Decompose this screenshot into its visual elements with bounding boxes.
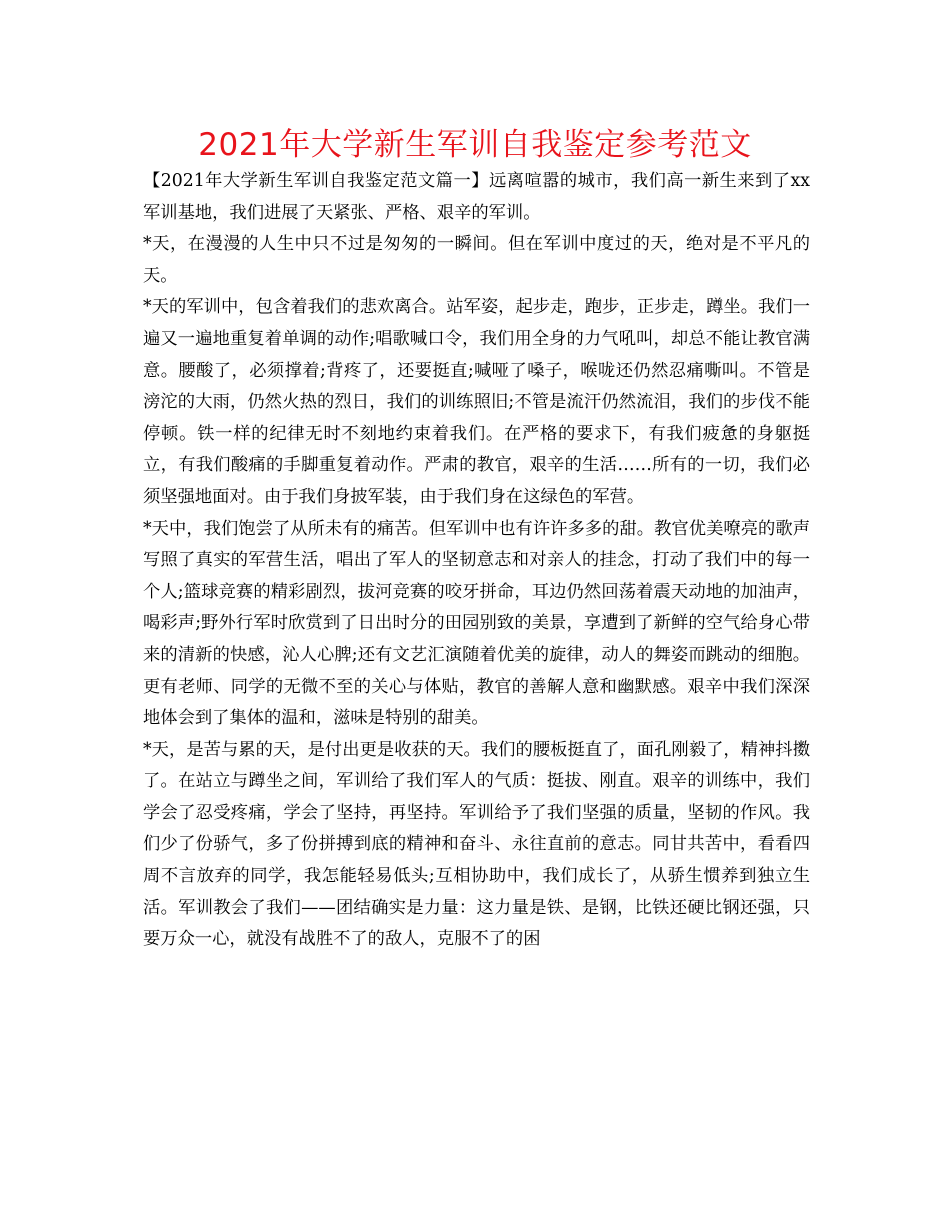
paragraph-hardship: *天的军训中，包含着我们的悲欢离合。站军姿，起步走，跑步，正步走，蹲坐。我们一遍又一遍地重复着单调的动作;唱歌喊口令，我们用全身的力气吼叫，却总不能让教官满意。腰酸了，必须撑着;背疼了，还要挺直;喊哑了嗓子，喉咙还仍然忍痛嘶叫。不管是滂沱的大雨，仍然火热的烈日，我们的训练照旧;不管是流汗仍然流泪，我们的步伐不能停顿。铁一样的纪律无时不刻地约束着我们。在严格的要求下，有我们疲惫的身躯挺立，有我们酸痛的手脚重复着动作。严肃的教官，艰辛的生活……所有的一切，我们必须坚强地面对。由于我们身披军装，由于我们身在这绿色的军营。 bbox=[143, 297, 810, 507]
paragraph-intro: 【2021年大学新生军训自我鉴定范文篇一】远离喧嚣的城市，我们高一新生来到了xx军训基地，我们进展了天紧张、严格、艰辛的军训。 bbox=[143, 171, 810, 223]
document-title: 2021年大学新生军训自我鉴定参考范文 bbox=[198, 127, 752, 163]
paragraph-moment: *天，在漫漫的人生中只不过是匆匆的一瞬间。但在军训中度过的天，绝对是不平凡的天。 bbox=[143, 234, 810, 286]
paragraph-growth: *天，是苦与累的天，是付出更是收获的天。我们的腰板挺直了，面孔刚毅了，精神抖擞了。在站立与蹲坐之间，军训给了我们军人的气质：挺拔、刚直。艰辛的训练中，我们学会了忍受疼痛，学会了坚持，再坚持。军训给予了我们坚强的质量，坚韧的作风。我们少了份骄气，多了份拼搏到底的精神和奋斗、永往直前的意志。同甘共苦中，看看四周不言放弃的同学，我怎能轻易低头;互相协助中，我们成长了，从骄生惯养到独立生活。军训教会了我们——团结确实是力量：这力量是铁、是钢，比铁还硬比钢还强，只要万众一心，就没有战胜不了的敌人，克服不了的困 bbox=[143, 739, 810, 950]
paragraph-sweetness: *天中，我们饱尝了从所未有的痛苦。但军训中也有许许多多的甜。教官优美嘹亮的歌声写照了真实的军营生活，唱出了军人的坚韧意志和对亲人的挂念，打动了我们中的每一个人;篮球竞赛的精彩剧烈，拔河竞赛的咬牙拼命，耳边仍然回荡着震天动地的加油声，喝彩声;野外行军时欣赏到了日出时分的田园别致的美景，享遭到了新鲜的空气给身心带来的清新的快感，沁人心脾;还有文艺汇演随着优美的旋律，动人的舞姿而跳动的细胞。更有老师、同学的无微不至的关心与体贴，教官的善解人意和幽默感。艰辛中我们深深地体会到了集体的温和，滋味是特别的甜美。 bbox=[143, 518, 810, 729]
document-body bbox=[143, 166, 810, 956]
